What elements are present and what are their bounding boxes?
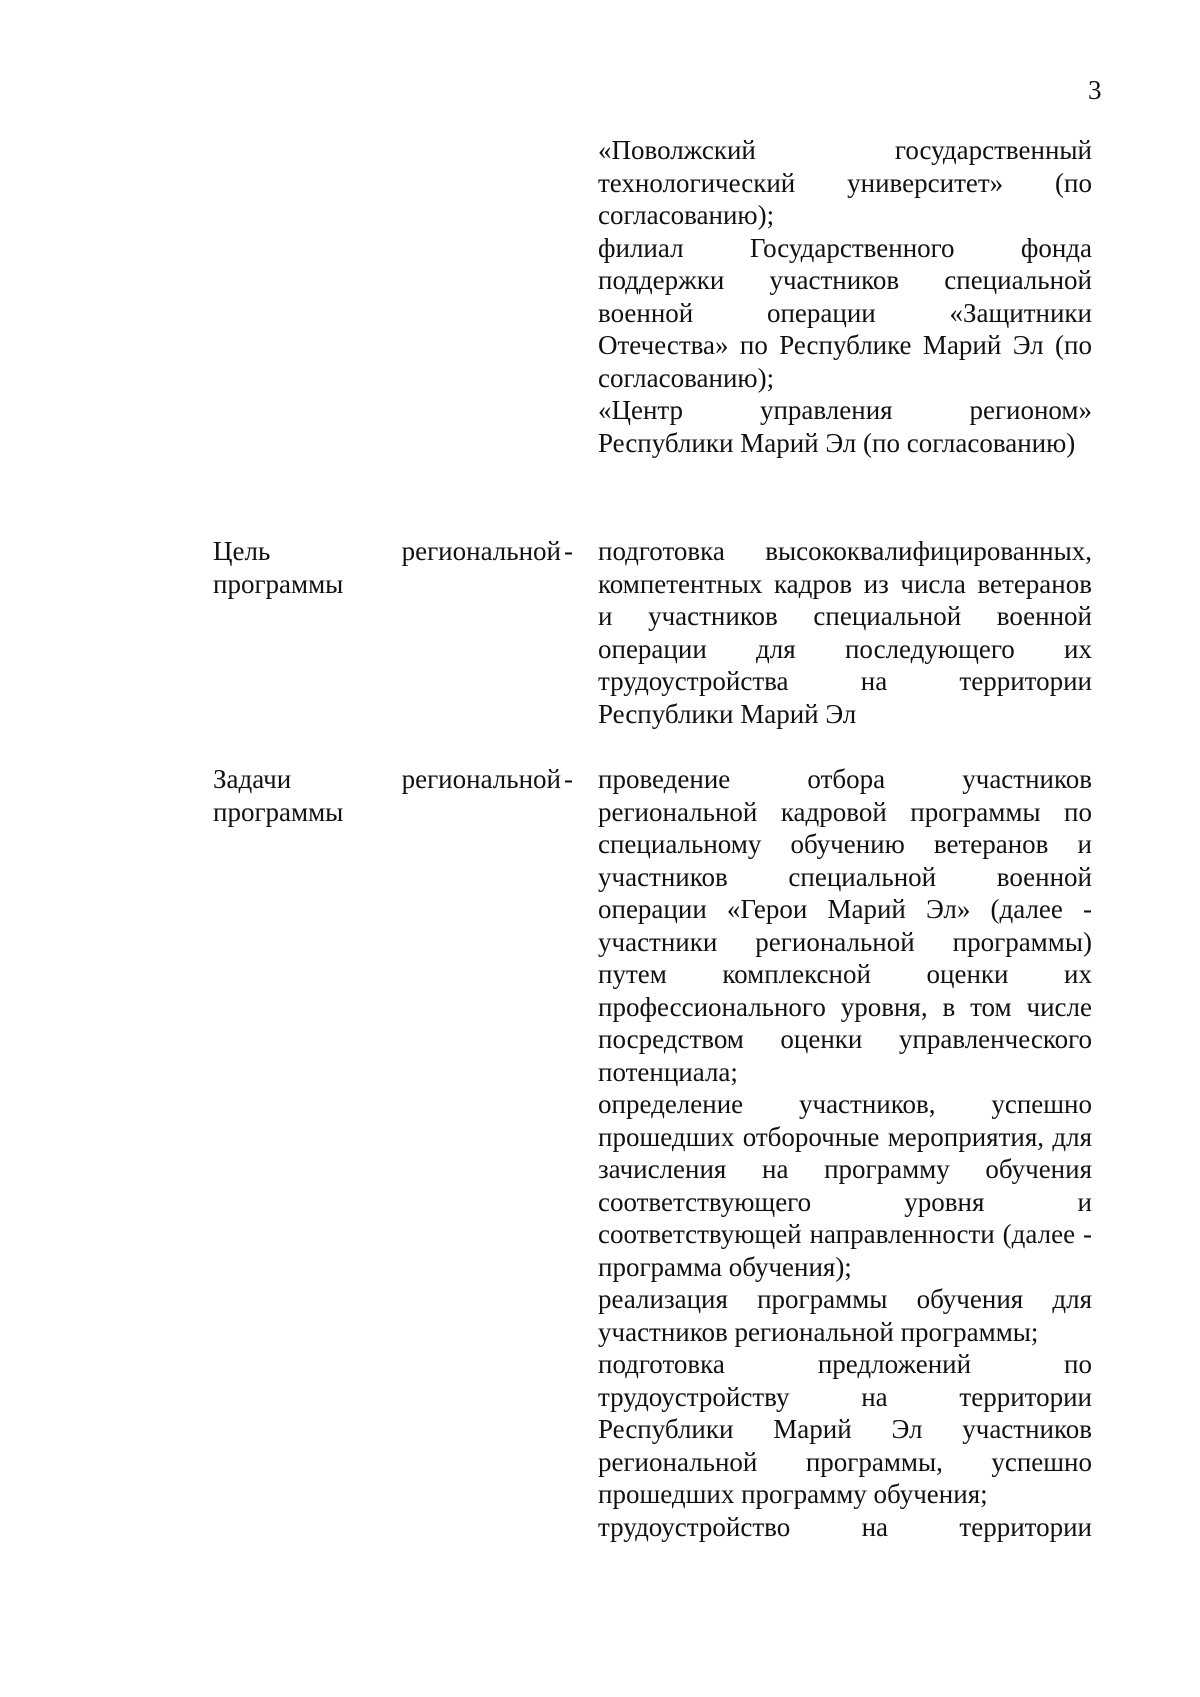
goal-label-word2: региональной	[401, 536, 561, 566]
tasks-paragraph-5: трудоустройство на территории	[598, 1511, 1092, 1542]
goal-label-word3: программы	[213, 568, 344, 599]
tasks-paragraph-4: подготовка предложений по трудоустройству на территории Республики Марий Эл участников региональной программы, успешно прошедших программу обучения;	[598, 1349, 1092, 1509]
tasks-label	[213, 763, 561, 828]
tasks-dash: -	[564, 764, 573, 794]
goal-label-word1: Цель	[213, 536, 271, 566]
goal-dash: -	[564, 536, 573, 566]
intro-paragraph-1: «Поволжский государственный технологический университет» (по согласованию);	[598, 135, 1092, 230]
intro-paragraph-3: «Центр управления регионом» Республики Марий Эл (по согласованию)	[598, 395, 1092, 458]
intro-content	[598, 134, 1092, 459]
tasks-paragraph-1: проведение отбора участников региональной кадровой программы по специальному обучению ветеранов и участников специальной военной операции «Герои Марий Эл» (далее - участники региональной программы) путем комплексной оценки их профессионального уровня, в том числе посредством оценки управленческого потенциала;	[598, 764, 1092, 1087]
goal-text: подготовка высококвалифицированных, компетентных кадров из числа ветеранов и участников специальной военной операции для последующего их трудоустройства на территории Республики Марий Эл	[598, 536, 1092, 729]
tasks-label-word1: Задачи	[213, 764, 292, 794]
tasks-label-word3: программы	[213, 796, 344, 827]
goal-label	[213, 535, 561, 600]
goal-content	[598, 535, 1092, 730]
tasks-paragraph-2: определение участников, успешно прошедших отборочные мероприятия, для зачисления на программу обучения соответствующего уровня и соответствующей направленности (далее - программа обучения);	[598, 1089, 1092, 1282]
tasks-label-word2: региональной	[401, 764, 561, 794]
tasks-content	[598, 763, 1092, 1543]
intro-paragraph-2: филиал Государственного фонда поддержки участников специальной военной операции «Защитники Отечества» по Республике Марий Эл (по согласованию);	[598, 232, 1092, 393]
page-number: 3	[1088, 75, 1102, 105]
tasks-paragraph-3: реализация программы обучения для участников региональной программы;	[598, 1284, 1092, 1347]
